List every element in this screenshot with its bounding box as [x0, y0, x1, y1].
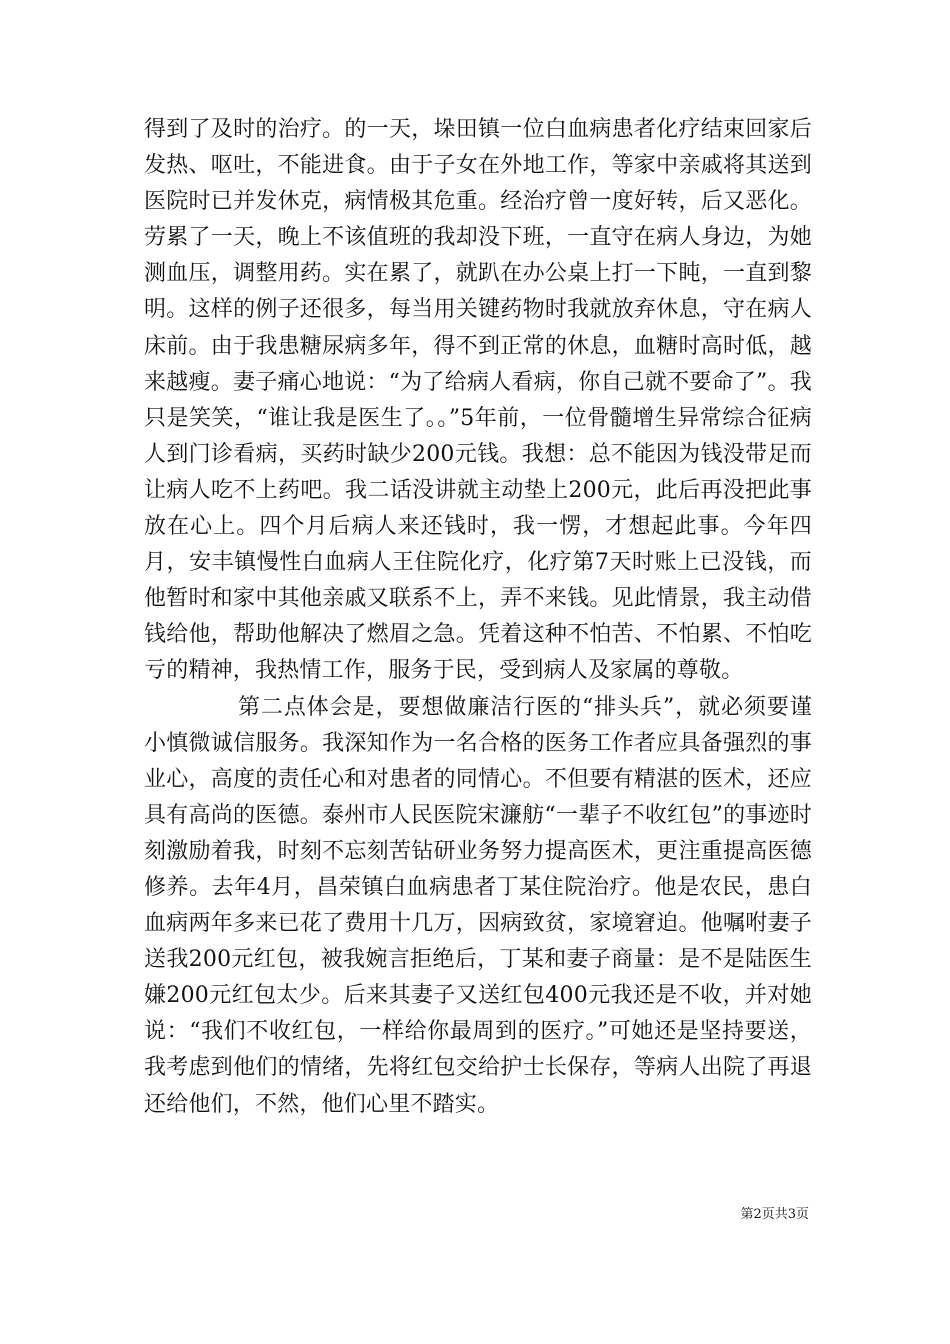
paragraph-1: 得到了及时的治疗。的一天，垛田镇一位白血病患者化疗结束回家后发热、呕吐，不能进食。由于子女在外地工作，等家中亲戚将其送到医院时已并发休克，病情极其危重。经治疗曾一度好转，后又恶化。劳累了一天，晚上不该值班的我却没下班，一直守在病人身边，为她测血压，调整用药。实在累了，就趴在办公桌上打一下盹，一直到黎明。这样的例子还很多，每当用关键药物时我就放弃休息，守在病人床前。由于我患糖尿病多年，得不到正常的休息，血糖时高时低，越来越瘦。妻子痛心地说：“为了给病人看病，你自己就不要命了”。我只是笑笑，“谁让我是医生了。。”5年前，一位骨髓增生异常综合征病人到门诊看病，买药时缺少200元钱。我想：总不能因为钱没带足而让病人吃不上药吧。我二话没讲就主动垫上200元，此后再没把此事放在心上。四个月后病人来还钱时，我一愣，才想起此事。今年四月，安丰镇慢性白血病人王住院化疗，化疗第7天时账上已没钱，而他暂时和家中其他亲戚又联系不上，弄不来钱。见此情景，我主动借钱给他，帮助他解决了燃眉之急。凭着这种不怕苦、不怕累、不怕吃亏的精神，我热情工作，服务于民，受到病人及家属的尊敬。	[144, 117, 812, 684]
page-number-footer: 第2页共3页	[740, 1207, 809, 1222]
document-body	[144, 112, 812, 1123]
paragraph-2: 第二点体会是，要想做廉洁行医的“排头兵”，就必须要谨小慎微诚信服务。我深知作为一名合格的医务工作者应具备强烈的事业心，高度的责任心和对患者的同情心。不但要有精湛的医术，还应具有高尚的医德。泰州市人民医院宋濂舫“一辈子不收红包”的事迹时刻激励着我，时刻不忘刻苦钻研业务努力提高医术，更注重提高医德修养。去年4月，昌荣镇白血病患者丁某住院治疗。他是农民，患白血病两年多来已花了费用十几万，因病致贫，家境窘迫。他嘱咐妻子送我200元红包，被我婉言拒绝后，丁某和妻子商量：是不是陆医生嫌200元红包太少。后来其妻子又送红包400元我还是不收，并对她说：“我们不收红包，一样给你最周到的医疗。”可她还是坚持要送，我考虑到他们的情绪，先将红包交给护士长保存，等病人出院了再退还给他们，不然，他们心里不踏实。	[144, 694, 812, 1117]
